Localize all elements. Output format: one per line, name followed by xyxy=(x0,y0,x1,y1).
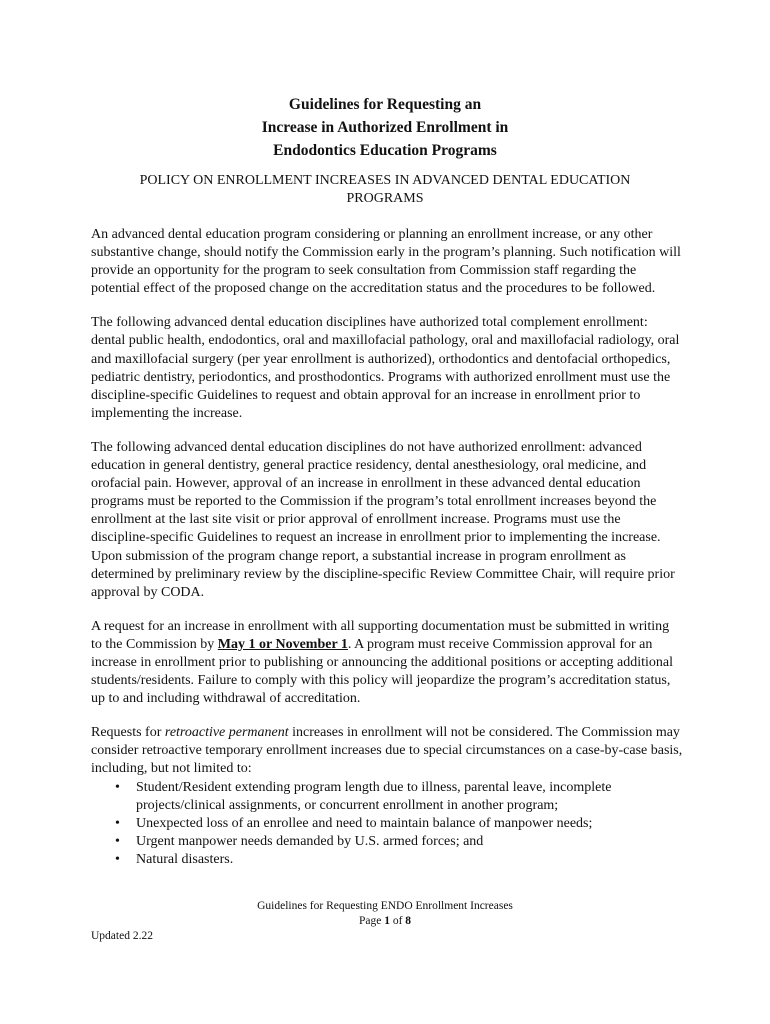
document-title xyxy=(0,93,770,162)
deadline-text-after: . A program must receive Commission approval for an increase in enrollment prior to publishing or announcing the additional positions or accepting additional students/residents. Failure to comply with this policy will jeopardize the program’s accreditation status, up to and including withdrawal of accreditation. xyxy=(91,636,674,707)
deadline-text-before: A request for an increase in enrollment with all supporting documentation must be submitted in writing to the Commission by xyxy=(91,618,670,652)
list-item xyxy=(91,779,683,815)
page-label: Page xyxy=(358,915,385,927)
bullet-icon: • xyxy=(115,833,120,849)
circumstances-list xyxy=(91,779,683,869)
policy-heading: POLICY ON ENROLLMENT INCREASES IN ADVANCED DENTAL EDUCATION PROGRAMS xyxy=(139,173,631,206)
bullet-icon: • xyxy=(115,851,120,867)
document-body xyxy=(91,226,683,869)
paragraph-notification: An advanced dental education program considering or planning an enrollment increase, or any other substantive change, should notify the Commission early in the program’s planning. Such notification will provide an opportunity for the program to seek consultation from Commission staff regarding the potential effect of the proposed change on the accreditation status and the procedures to be followed. xyxy=(91,227,681,297)
list-item-text: Urgent manpower needs demanded by U.S. armed forces; and xyxy=(136,833,484,849)
list-item-text: Unexpected loss of an enrollee and need to maintain balance of manpower needs; xyxy=(136,815,593,831)
retroactive-italic: retroactive permanent xyxy=(164,725,289,741)
list-item xyxy=(91,833,683,851)
footer-title: Guidelines for Requesting ENDO Enrollment Increases xyxy=(257,900,513,912)
retroactive-text-after: increases in enrollment will not be considered. The Commission may consider retroactive temporary enrollment increases due to special circumstances on a case-by-case basis, including, but not limited to: xyxy=(91,725,683,777)
paragraph-non-authorized-enrollment: The following advanced dental education disciplines do not have authorized enrollment: advanced education in general dentistry, general practice residency, dental anesthesiology, oral medicine, and orofacial pain. However, approval of an increase in enrollment in these advanced dental education programs must be reported to the Commission if the program’s total enrollment increases beyond the enrollment at the last site visit or prior approval of enrollment increase. Programs must use the discipline-specific Guidelines to request an increase in enrollment prior to implementing the increase. Upon submission of the program change report, a substantial increase in program enrollment as determined by preliminary review by the discipline-specific Review Committee Chair, will require prior approval by CODA. xyxy=(91,439,675,600)
bullet-icon: • xyxy=(115,815,120,831)
list-item-text: Natural disasters. xyxy=(136,851,234,867)
paragraph-submission-deadline xyxy=(91,618,683,708)
list-item xyxy=(91,851,683,869)
paragraph-retroactive-requests xyxy=(91,724,683,778)
page-footer xyxy=(0,899,770,929)
paragraph-authorized-enrollment: The following advanced dental education disciplines have authorized total complement enrollment: dental public health, endodontics, oral and maxillofacial pathology, oral and maxillofacial radiology, oral and maxillofacial surgery (per year enrollment is authorized), orthodontics and dentofacial orthopedics, pediatric dentistry, periodontics, and prosthodontics. Programs with authorized enrollment must use the discipline-specific Guidelines to request and obtain approval for an increase in enrollment prior to implementing the increase. xyxy=(91,315,680,421)
bullet-icon: • xyxy=(115,779,120,795)
page-number xyxy=(0,914,770,929)
title-line-3: Endodontics Education Programs xyxy=(273,142,497,159)
page-of: of xyxy=(389,915,406,927)
updated-date: Updated 2.22 xyxy=(91,930,153,942)
title-line-1: Guidelines for Requesting an xyxy=(288,96,482,113)
list-item xyxy=(91,815,683,833)
deadline-dates: May 1 or November 1 xyxy=(217,636,348,652)
list-item-text: Student/Resident extending program length due to illness, parental leave, incomplete projects/clinical assignments, or concurrent enrollment in another program; xyxy=(136,779,612,813)
page-total: 8 xyxy=(405,915,412,927)
retroactive-text-before: Requests for xyxy=(91,725,165,741)
page-current: 1 xyxy=(384,915,390,927)
title-line-2: Increase in Authorized Enrollment in xyxy=(261,119,509,136)
